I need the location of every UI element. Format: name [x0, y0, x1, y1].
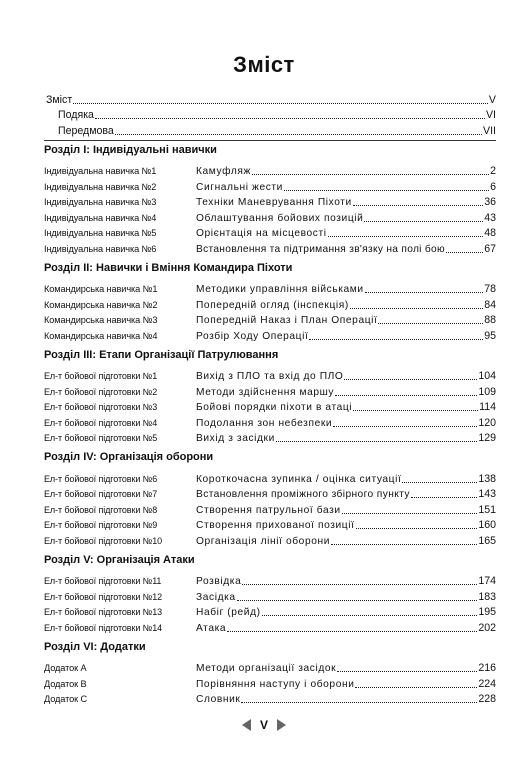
- triangle-left-icon[interactable]: [242, 719, 251, 731]
- toc-entry[interactable]: [44, 414, 496, 430]
- entry-title: Бойові порядки піхоти в атаці: [196, 402, 353, 414]
- entry-title: Техніки Маневрування Піхоти: [196, 197, 352, 209]
- leader-dots: [309, 339, 483, 340]
- toc-entry[interactable]: [44, 675, 496, 691]
- entry-page: 160: [478, 519, 496, 532]
- entry-code: Ел-т бойової підготовки №2: [44, 386, 158, 397]
- triangle-right-icon[interactable]: [277, 719, 286, 731]
- entry-title: Попередній огляд (інспекція): [196, 299, 349, 311]
- toc-entry-page: V: [488, 94, 496, 107]
- entry-code: Індивідуальна навичка №5: [44, 228, 157, 239]
- entry-title: Подолання зон небезпеки: [196, 417, 333, 429]
- page-footer: [0, 718, 528, 732]
- leader-dots: [242, 584, 477, 585]
- entry-code: Індивідуальна навичка №2: [44, 181, 157, 192]
- entry-title: Короткочасна зупинка / оцінка ситуації: [196, 473, 402, 485]
- entry-code: Індивідуальна навичка №6: [44, 243, 157, 254]
- entry-title: Розбір Ходу Операції: [196, 330, 309, 342]
- toc-entry[interactable]: [44, 573, 496, 589]
- entry-code: Ел-т бойової підготовки №14: [44, 622, 163, 633]
- entry-title: Атака: [196, 622, 227, 634]
- entry-page: 67: [484, 242, 496, 255]
- leader-dots: [344, 379, 477, 380]
- entry-page: 104: [478, 370, 496, 383]
- entry-code: Індивідуальна навичка №4: [44, 212, 157, 223]
- entry-code: Індивідуальна навичка №1: [44, 166, 157, 177]
- toc-entry-label: Зміст: [46, 94, 73, 107]
- entry-code: Ел-т бойової підготовки №7: [44, 489, 158, 500]
- leader-dots: [353, 410, 478, 411]
- leader-dots: [355, 687, 477, 688]
- leader-dots: [402, 482, 477, 483]
- entry-page: 84: [484, 298, 496, 311]
- entry-code: Ел-т бойової підготовки №3: [44, 402, 158, 413]
- entry-title: Встановлення та підтримання зв'язку на полі бою: [196, 243, 445, 255]
- entry-title: Засідка: [196, 591, 236, 603]
- entry-code: Командирська навичка №4: [44, 330, 158, 341]
- section-heading-6: Розділ VI: Додатки: [44, 640, 146, 653]
- entry-page: 183: [478, 590, 496, 603]
- toc-entry-page: VI: [485, 109, 496, 122]
- toc-entry[interactable]: [44, 209, 496, 225]
- entry-title: Вихід з ПЛО та вхід до ПЛО: [196, 371, 344, 383]
- entry-page: 114: [479, 401, 496, 414]
- toc-entry-front-2[interactable]: [44, 107, 496, 122]
- page-number: V: [259, 718, 268, 732]
- leader-dots: [331, 544, 477, 545]
- entry-page: 138: [478, 472, 496, 485]
- entry-page: 2: [490, 165, 496, 178]
- entry-title: Попередній Наказ і План Операції: [196, 315, 378, 327]
- leader-dots: [333, 426, 477, 427]
- entry-code: Командирська навичка №1: [44, 284, 158, 295]
- entry-code: Ел-т бойової підготовки №10: [44, 535, 163, 546]
- entry-page: 174: [478, 575, 496, 588]
- section-heading-1: Розділ I: Індивідуальні навички: [44, 140, 496, 158]
- entry-code: Ел-т бойової підготовки №5: [44, 433, 158, 444]
- leader-dots: [378, 323, 483, 324]
- entry-page: 78: [484, 283, 496, 296]
- leader-dots: [337, 671, 477, 672]
- toc-entry-page: VII: [483, 124, 496, 137]
- toc-entry-front-3[interactable]: [44, 122, 496, 137]
- page-title: Зміст: [233, 52, 295, 77]
- leader-dots: [356, 528, 478, 529]
- toc-entry[interactable]: [44, 368, 496, 384]
- entry-title: Методи здійснення маршу: [196, 386, 335, 398]
- entry-page: 151: [478, 503, 496, 516]
- leader-dots: [227, 631, 477, 632]
- entry-code: Ел-т бойової підготовки №4: [44, 417, 158, 428]
- leader-dots: [241, 702, 477, 703]
- entry-code: Ел-т бойової підготовки №12: [44, 591, 163, 602]
- section-heading-3: Розділ III: Етапи Організації Патрулювання: [44, 348, 279, 361]
- entry-code: Додаток С: [44, 694, 88, 705]
- entry-title: Методи організації засідок: [196, 663, 337, 675]
- toc-entry[interactable]: [44, 178, 496, 194]
- entry-page: 109: [478, 385, 496, 398]
- entry-title: Організація лінії оборони: [196, 535, 330, 547]
- toc-entry[interactable]: [44, 430, 496, 446]
- toc-entry-label: Подяка: [58, 109, 94, 122]
- entry-code: Командирська навичка №3: [44, 315, 158, 326]
- toc-entry[interactable]: [44, 470, 496, 486]
- entry-title: Камуфляж: [196, 166, 251, 178]
- toc-entry[interactable]: [44, 399, 496, 415]
- leader-dots: [350, 308, 483, 309]
- toc-entry[interactable]: [44, 588, 496, 604]
- leader-dots: [365, 292, 484, 293]
- entry-title: Облаштування бойових позицій: [196, 212, 364, 224]
- entry-page: 202: [478, 621, 496, 634]
- leader-dots: [73, 103, 488, 104]
- section-heading-4: Розділ IV: Організація оборони: [44, 451, 214, 464]
- entry-page: 216: [478, 662, 496, 675]
- entry-code: Індивідуальна навичка №3: [44, 197, 157, 208]
- leader-dots: [115, 134, 482, 135]
- entry-title: Методики управління військами: [196, 284, 364, 296]
- toc-entry[interactable]: [44, 225, 496, 241]
- section-heading-2: Розділ II: Навички і Вміння Командира Піхоти: [44, 261, 293, 274]
- entry-page: 165: [478, 534, 496, 547]
- entry-title: Вихід з засідки: [196, 433, 275, 445]
- leader-dots: [252, 174, 489, 175]
- entry-page: 95: [484, 329, 496, 342]
- entry-title: Розвідка: [196, 576, 242, 588]
- entry-page: 143: [478, 488, 496, 501]
- entry-code: Ел-т бойової підготовки №9: [44, 520, 158, 531]
- toc-entry[interactable]: [44, 486, 496, 502]
- toc-entry[interactable]: [44, 163, 496, 179]
- leader-dots: [237, 600, 478, 601]
- toc-entry[interactable]: [44, 604, 496, 620]
- entry-code: Ел-т бойової підготовки №11: [44, 576, 162, 587]
- entry-code: Командирська навичка №2: [44, 299, 158, 310]
- entry-title: Порівняння наступу і оборони: [196, 678, 355, 690]
- toc-entry[interactable]: [44, 296, 496, 312]
- leader-dots: [446, 252, 483, 253]
- entry-page: 195: [478, 606, 496, 619]
- entry-title: Набіг (рейд): [196, 607, 261, 619]
- leader-dots: [262, 615, 478, 616]
- entry-page: 120: [478, 416, 496, 429]
- entry-page: 228: [478, 693, 496, 706]
- entry-title: Встановлення проміжного збірного пункту: [196, 489, 410, 501]
- table-of-contents: [44, 92, 496, 706]
- leader-dots: [276, 441, 477, 442]
- toc-entry-label: Передмова: [58, 124, 114, 137]
- entry-code: Ел-т бойової підготовки №8: [44, 504, 158, 515]
- toc-entry[interactable]: [44, 501, 496, 517]
- entry-page: 129: [478, 432, 496, 445]
- entry-page: 6: [490, 180, 496, 193]
- entry-code: Додаток В: [44, 678, 87, 689]
- entry-page: 224: [478, 677, 496, 690]
- toc-entry[interactable]: [44, 194, 496, 210]
- toc-entry[interactable]: [44, 240, 496, 256]
- toc-entry-front-1[interactable]: [44, 92, 496, 107]
- leader-dots: [328, 236, 484, 237]
- entry-title: Сигнальні жести: [196, 181, 283, 193]
- entry-title: Словник: [196, 694, 241, 706]
- toc-entry[interactable]: [44, 312, 496, 328]
- entry-page: 36: [484, 196, 496, 209]
- entry-code: Ел-т бойової підготовки №1: [44, 371, 158, 382]
- leader-dots: [411, 497, 477, 498]
- toc-entry[interactable]: [44, 517, 496, 533]
- leader-dots: [353, 205, 483, 206]
- entry-code: Ел-т бойової підготовки №13: [44, 607, 163, 618]
- entry-page: 48: [484, 227, 496, 240]
- entry-title: Створення прихованої позиції: [196, 520, 355, 532]
- leader-dots: [364, 221, 483, 222]
- toc-entry[interactable]: [44, 383, 496, 399]
- toc-entry[interactable]: [44, 619, 496, 635]
- leader-dots: [95, 118, 485, 119]
- toc-entry[interactable]: [44, 660, 496, 676]
- entry-code: Додаток А: [44, 663, 87, 674]
- entry-code: Ел-т бойової підготовки №6: [44, 473, 158, 484]
- leader-dots: [342, 513, 478, 514]
- entry-title: Створення патрульної бази: [196, 504, 341, 516]
- toc-entry[interactable]: [44, 532, 496, 548]
- toc-entry[interactable]: [44, 281, 496, 297]
- section-heading-5: Розділ V: Організація Атаки: [44, 553, 195, 566]
- toc-entry[interactable]: [44, 691, 496, 707]
- entry-title: Орієнтація на місцевості: [196, 228, 327, 240]
- entry-page: 88: [484, 314, 496, 327]
- entry-page: 43: [484, 211, 496, 224]
- leader-dots: [284, 190, 489, 191]
- toc-entry[interactable]: [44, 327, 496, 343]
- leader-dots: [335, 395, 477, 396]
